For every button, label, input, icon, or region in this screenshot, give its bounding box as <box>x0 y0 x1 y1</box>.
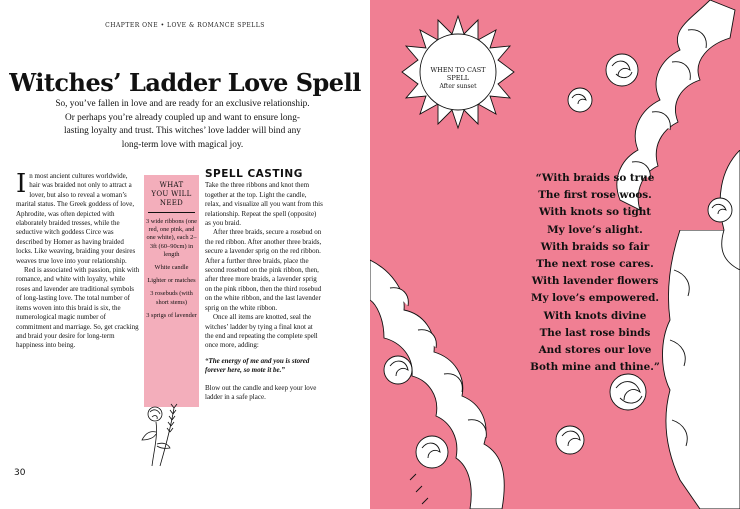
right-page <box>370 0 740 509</box>
poem-line: And stores our love <box>538 344 652 357</box>
poem-line: With braids so fair <box>540 240 650 253</box>
body-paragraph: After three braids, secure a rosebud on the red ribbon. After another three braids, secure a lavender sprig on the red ribbon. After a further three braids, place the second rosebud on the pink ribbon, then, after three more braids, a lavender sprig on the pink ribbon, then the third rosebud on the white ribbon, and the last lavender sprig on the white ribbon. <box>205 228 322 312</box>
poem-line: My love’s empowered. <box>530 292 660 305</box>
poem-line: With knots so tight <box>538 206 652 219</box>
drop-cap: I <box>16 169 27 199</box>
when-to-cast-badge <box>420 66 496 91</box>
spell-quote: “The energy of me and you is stored forever here, so mote it be.” <box>205 356 310 375</box>
rose-lavender-illustration <box>130 392 190 467</box>
spell-casting-column <box>205 170 323 402</box>
running-header: CHAPTER ONE • LOVE & ROMANCE SPELLS <box>105 22 265 29</box>
intro-text: So, you’ve fallen in love and are ready for an exclusive relationship. Or perhaps you’re already coupled up and want to ensure long-lasting loyalty and trust. This witches’ love ladder will bind any long-term love with magical joy. <box>55 99 310 150</box>
poem-line: The last rose binds <box>539 326 651 339</box>
poem-line: Both mine and thine.” <box>530 361 660 374</box>
what-you-need-heading: WHAT YOU WILL NEED <box>148 175 195 213</box>
when-to-cast-value: After sunset <box>439 82 477 90</box>
body-paragraph: Blow out the candle and keep your love ladder in a safe place. <box>205 383 317 401</box>
need-item: White candle <box>154 264 189 272</box>
spell-casting-heading: SPELL CASTING <box>205 168 303 180</box>
body-paragraph: Once all items are knotted, seal the witches’ ladder by tying a final knot at the end and repeating the complete spell once more, adding: <box>205 313 318 350</box>
poem-line: The next rose cares. <box>536 258 654 271</box>
when-to-cast-label: WHEN TO CAST SPELL <box>430 66 486 83</box>
body-paragraph: n most ancient cultures worldwide, hair was braided not only to attract a lover, but also to reveal a woman’s marital status. The Greek goddess of love, Aphrodite, was often depicted with elaborately braided tresses, while the seductive witch goddess Circe was described by Homer as having braided locks. Like weaving, braiding your desires weaves true love into your relationship. <box>16 172 136 265</box>
poem-line: My love’s alight. <box>547 223 643 236</box>
poem-line: The first rose woos. <box>538 189 652 202</box>
page-number: 30 <box>14 468 26 478</box>
poem-line: “With braids so true <box>535 172 655 184</box>
page-title: Witches’ Ladder Love Spell <box>9 68 361 97</box>
body-paragraph: Take the three ribbons and knot them together at the top. Light the candle, relax, and visualize all you want from this relationship. Repeat the spell (opposite) as you braid. <box>205 181 323 228</box>
need-item: 3 rosebuds (with short stems) <box>150 290 193 306</box>
poem-line: With knots divine <box>543 309 647 322</box>
what-you-need-box <box>144 175 199 407</box>
poem-line: With lavender flowers <box>531 275 659 288</box>
need-item: 3 wide ribbons (one red, one pink, and one white), each 2–3ft (60–90cm) in length <box>146 218 197 258</box>
need-item: Lighter or matches <box>147 277 196 285</box>
body-column <box>16 169 140 351</box>
body-paragraph: Red is associated with passion, pink with romance, and white with loyalty, while roses and lavender are traditional symbols of long-lasting love. The total number of items woven into this braid is six, the numerological magic number of commitment and marriage. So, get cracking and braid your desire for long-term happiness into being. <box>16 266 140 350</box>
spell-poem <box>470 170 720 376</box>
need-item: 3 sprigs of lavender <box>146 311 197 319</box>
